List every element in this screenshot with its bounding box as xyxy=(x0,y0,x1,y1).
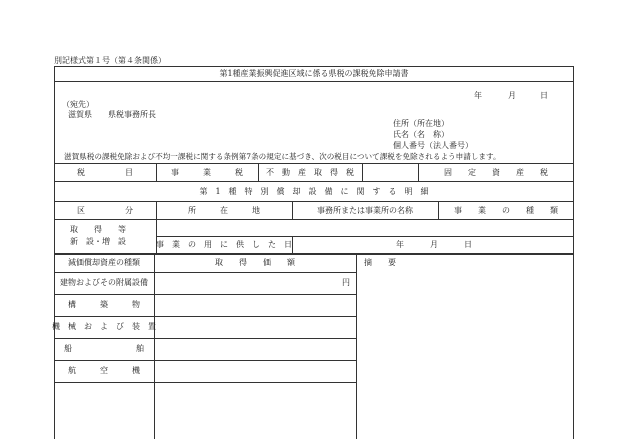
location-label: 所 在 地 xyxy=(188,206,260,215)
section-title: 第 1 種 特 別 償 却 設 備 に 関 す る 明 細 xyxy=(199,187,429,196)
remarks-input[interactable] xyxy=(356,272,574,439)
acquisition-cost-header: 取 得 価 額 xyxy=(215,258,295,267)
use-date-day[interactable]: 日 xyxy=(464,240,472,249)
acquisition-line1: 取 得 等 xyxy=(70,225,126,234)
business-type-input[interactable] xyxy=(438,220,574,236)
form-title: 第1種産業振興促進区域に係る県税の課税免除申請書 xyxy=(219,68,409,78)
business-tax-label: 事 業 税 xyxy=(171,168,243,177)
asset-row-label: 船 舶 xyxy=(64,344,144,353)
asset-cost-input[interactable] xyxy=(154,316,356,338)
fixed-asset-tax-label: 固 定 資 産 税 xyxy=(444,168,548,177)
tax-type-label: 税 目 xyxy=(77,168,133,177)
use-date-year[interactable]: 年 xyxy=(396,240,404,249)
asset-cost-input[interactable] xyxy=(154,338,356,360)
office-name-label: 事務所または事業所の名称 xyxy=(317,206,413,215)
yen-unit: 円 xyxy=(342,278,350,287)
remarks-header: 摘 要 xyxy=(364,258,396,267)
asset-cost-input[interactable] xyxy=(154,294,356,316)
date-year[interactable]: 年 xyxy=(474,91,482,100)
asset-row-label: 構 築 物 xyxy=(68,300,140,309)
acquisition-line2: 新 設・増 設 xyxy=(70,237,126,246)
real-estate-tax-check[interactable] xyxy=(362,164,418,182)
category-label: 区 分 xyxy=(77,206,133,215)
addressee: 滋賀県 県税事務所長 xyxy=(68,110,156,119)
date-day[interactable]: 日 xyxy=(540,91,548,100)
use-date-month[interactable]: 月 xyxy=(430,240,438,249)
location-input[interactable] xyxy=(156,220,292,236)
asset-row-label: 機 械 お よ び 装 置 xyxy=(52,322,156,331)
business-use-date-label: 事 業 の 用 に 供 し た 日 xyxy=(156,240,292,249)
form-number: 別記様式第１号（第４条関係） xyxy=(54,56,166,65)
applicant-address-label[interactable]: 住所（所在地） xyxy=(393,119,449,128)
asset-type-header: 減価償却資産の種類 xyxy=(68,258,140,267)
office-name-input[interactable] xyxy=(292,220,438,236)
business-type-label: 事 業 の 種 類 xyxy=(454,206,558,215)
applicant-name-label[interactable]: 氏名（名 称） xyxy=(393,130,449,139)
applicant-id-label[interactable]: 個人番号（法人番号） xyxy=(393,141,473,150)
real-estate-tax-label: 不 動 産 取 得 税 xyxy=(266,168,354,177)
application-statement: 滋賀県税の課税免除および不均一課税に関する条例第7条の規定に基づき、次の税目について課税を免除されるよう申請します。 xyxy=(64,152,501,161)
asset-row-label: 航 空 機 xyxy=(68,366,140,375)
asset-cost-input[interactable] xyxy=(154,272,350,294)
addressee-prefix: （宛先） xyxy=(62,100,94,109)
date-month[interactable]: 月 xyxy=(508,91,516,100)
asset-cost-input[interactable] xyxy=(154,360,356,382)
asset-row-label: 建物およびその附属設備 xyxy=(60,278,148,287)
